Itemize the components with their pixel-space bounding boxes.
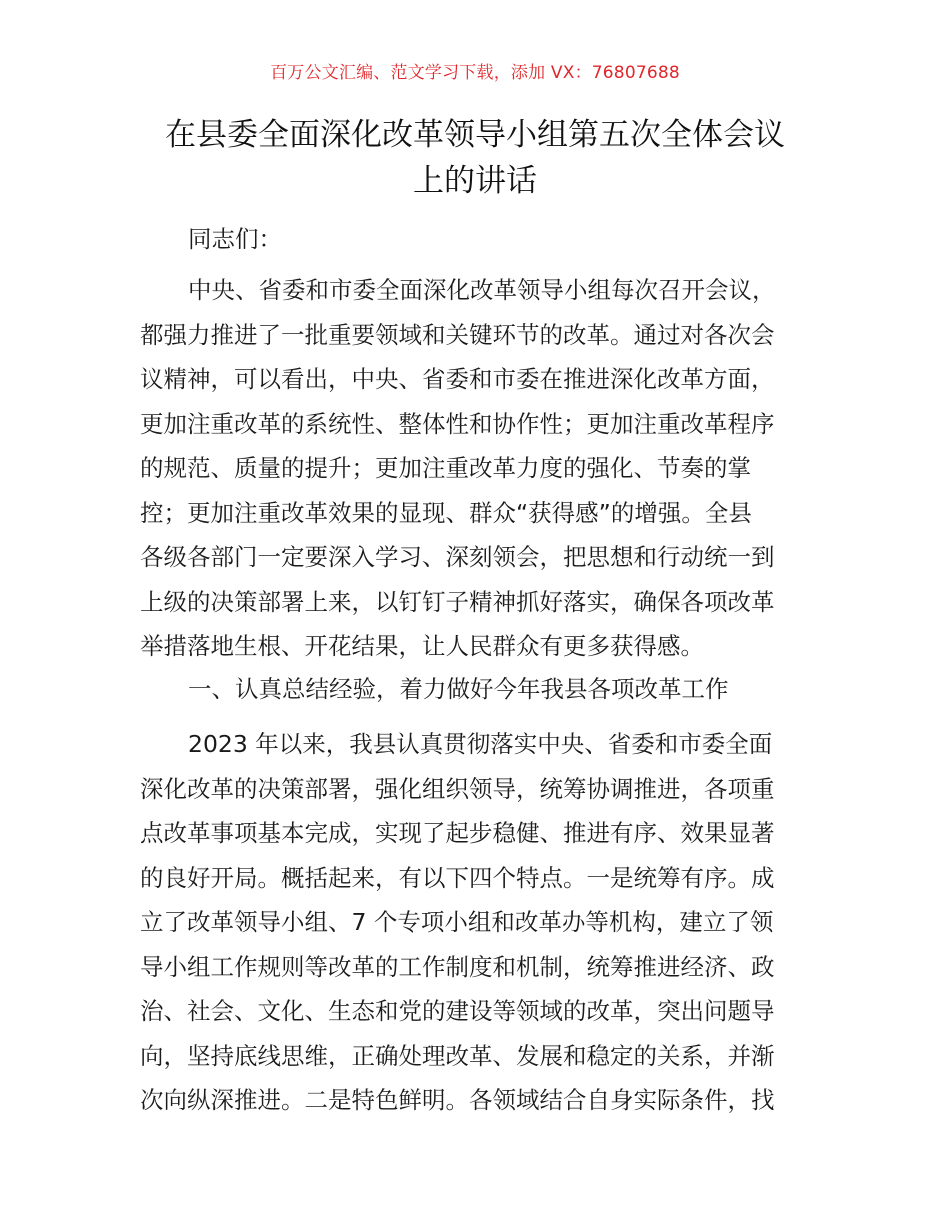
paragraph-line: 议精神，可以看出，中央、省委和市委在推进深化改革方面，	[140, 365, 775, 393]
section-heading-1	[140, 667, 814, 712]
paragraph-line: 上级的决策部署上来，以钉钉子精神抓好落实，确保各项改革	[140, 587, 775, 616]
paragraph-line: 的规范、质量的提升；更加注重改革力度的强化、节奏的掌	[140, 454, 751, 482]
paragraph-line: 立了改革领导小组、7 个专项小组和改革办等机构，建立了领	[140, 908, 774, 936]
document-title	[140, 112, 810, 204]
salutation-text: 同志们：	[188, 225, 282, 253]
salutation	[140, 217, 814, 262]
watermark-text: 百万公文汇编、范文学习下载，添加 VX：76807688	[270, 63, 680, 83]
paragraph-line: 2023 年以来，我县认真贯彻落实中央、省委和市委全面	[188, 730, 773, 758]
paragraph-line: 举措落地生根、开花结果，让人民群众有更多获得感。	[140, 632, 704, 660]
title-line-1: 在县委全面深化改革领导小组第五次全体会议	[165, 117, 785, 153]
paragraph-line: 都强力推进了一批重要领域和关键环节的改革。通过对各次会	[140, 320, 775, 349]
paragraph-line: 深化改革的决策部署，强化组织领导，统筹协调推进，各项重	[140, 774, 775, 803]
paragraph-1	[140, 268, 814, 669]
paragraph-line: 中央、省委和市委全面深化改革领导小组每次召开会议，	[188, 276, 776, 304]
paragraph-line: 的良好开局。概括起来，有以下四个特点。一是统筹有序。成	[140, 863, 775, 892]
paragraph-line: 更加注重改革的系统性、整体性和协作性；更加注重改革程序	[140, 409, 775, 438]
title-line-2: 上的讲话	[413, 163, 537, 199]
paragraph-2	[140, 722, 814, 1123]
section-heading-text: 一、认真总结经验，着力做好今年我县各项改革工作	[188, 675, 729, 703]
paragraph-line: 导小组工作规则等改革的工作制度和机制，统筹推进经济、政	[140, 952, 775, 981]
paragraph-line: 向，坚持底线思维，正确处理改革、发展和稳定的关系，并渐	[140, 1041, 775, 1070]
paragraph-line: 治、社会、文化、生态和党的建设等领域的改革，突出问题导	[140, 997, 775, 1025]
paragraph-line: 控；更加注重改革效果的显现、群众“获得感”的增强。全县	[140, 498, 752, 527]
paragraph-line: 各级各部门一定要深入学习、深刻领会，把思想和行动统一到	[140, 543, 775, 571]
paragraph-line: 次向纵深推进。二是特色鲜明。各领域结合自身实际条件，找	[140, 1086, 775, 1114]
paragraph-line: 点改革事项基本完成，实现了起步稳健、推进有序、效果显著	[140, 819, 775, 847]
